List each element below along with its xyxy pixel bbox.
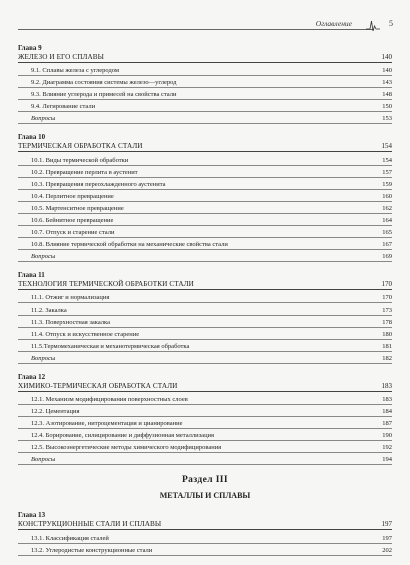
part-subtitle: МЕТАЛЛЫ И СПЛАВЫ: [159, 491, 251, 501]
entry-page-number: 194: [382, 456, 392, 464]
toc-entry[interactable]: [18, 544, 392, 556]
toc-entry[interactable]: [18, 429, 392, 441]
entry-title: Вопросы: [31, 456, 56, 464]
page-number: 5: [389, 19, 393, 28]
entry-page-number: 153: [382, 115, 392, 123]
chapter-label: Глава 10: [18, 133, 46, 142]
toc-entry[interactable]: [18, 64, 392, 76]
entry-title: 10.3. Превращения переохлажденного аустенита: [31, 180, 166, 188]
chapter: [18, 271, 392, 364]
toc-entry[interactable]: [18, 178, 392, 190]
entry-page-number: 192: [382, 444, 392, 452]
entry-page-number: 187: [382, 420, 392, 428]
toc-entry[interactable]: [18, 238, 392, 250]
chapter-title-row[interactable]: [18, 141, 392, 152]
entry-page-number: 154: [382, 156, 392, 164]
entry-title: 10.4. Перлитное превращение: [31, 192, 114, 200]
toc-entry[interactable]: [18, 214, 392, 226]
entry-page-number: 184: [382, 408, 392, 416]
questions-entry[interactable]: [18, 352, 392, 364]
entry-title: 10.6. Бейнитное превращение: [31, 217, 114, 225]
entry-page-number: 197: [382, 534, 392, 542]
entry-page-number: 169: [382, 253, 392, 261]
toc-entry[interactable]: [18, 441, 392, 453]
entry-title: 9.2. Диаграмма состояния системы железо—углерод: [31, 79, 177, 87]
toc-bottom: [18, 511, 392, 555]
toc-entry[interactable]: [18, 393, 392, 405]
chapter-title: ЖЕЛЕЗО И ЕГО СПЛАВЫ: [18, 53, 105, 61]
chapter-page-number: 154: [381, 142, 392, 151]
toc-top: [18, 44, 392, 465]
entry-page-number: 140: [382, 67, 392, 75]
chapter-label: Глава 13: [18, 511, 46, 520]
entry-page-number: 178: [382, 318, 392, 326]
chapter-page-number: 140: [381, 53, 392, 61]
chapter-title-row[interactable]: [18, 52, 392, 63]
entry-page-number: 148: [382, 91, 392, 99]
entry-page-number: 173: [382, 306, 392, 314]
entry-page-number: 164: [382, 217, 392, 225]
entry-title: 11.4. Отпуск и искусственное старение: [31, 330, 140, 338]
entry-page-number: 165: [382, 229, 392, 237]
entry-page-number: 143: [382, 79, 392, 87]
table-of-contents: [18, 44, 392, 565]
toc-entry[interactable]: [18, 328, 392, 340]
entry-title: 11.3. Поверхностная закалка: [31, 318, 110, 326]
entry-title: Вопросы: [31, 115, 56, 123]
entry-title: 10.8. Влияние термической обработки на механические свойства стали: [31, 241, 228, 249]
header-rule: [18, 29, 374, 30]
entry-title: 12.5. Высокоэнергетические методы химического модифицирования: [31, 444, 222, 452]
entry-page-number: 181: [382, 342, 392, 350]
running-header: [0, 18, 410, 32]
entry-title: 11.2. Закалка: [31, 306, 67, 314]
toc-entry[interactable]: [18, 190, 392, 202]
chapter: [18, 44, 392, 124]
entry-title: Вопросы: [31, 354, 56, 362]
chapter: [18, 133, 392, 262]
chapter-title-row[interactable]: [18, 519, 392, 530]
running-header-title: Оглавление: [315, 19, 352, 28]
entry-page-number: 167: [382, 241, 392, 249]
chapter-label: Глава 11: [18, 271, 45, 280]
chapter: [18, 373, 392, 466]
entry-page-number: 160: [382, 192, 392, 200]
entry-title: 12.2. Цементация: [31, 408, 80, 416]
toc-entry[interactable]: [18, 303, 392, 315]
toc-entry[interactable]: [18, 340, 392, 352]
toc-entry[interactable]: [18, 153, 392, 165]
entry-title: 12.1. Механизм модифицирования поверхностных слоев: [31, 395, 188, 403]
entry-title: 12.3. Азотирование, нитроцементация и цианирование: [31, 420, 183, 428]
chapter-label: Глава 9: [18, 44, 42, 52]
toc-entry[interactable]: [18, 291, 392, 303]
entry-title: 13.1. Классификация сталей: [31, 534, 109, 542]
questions-entry[interactable]: [18, 250, 392, 262]
entry-title: 9.4. Легирование стали: [31, 103, 96, 111]
questions-entry[interactable]: [18, 453, 392, 465]
toc-entry[interactable]: [18, 76, 392, 88]
entry-title: 11.5.Термомеханическая и механотермическая обработка: [31, 342, 190, 350]
entry-title: 9.1. Сплавы железа с углеродом: [31, 67, 120, 75]
entry-title: 11.1. Отжиг и нормализация: [31, 294, 110, 302]
toc-entry[interactable]: [18, 88, 392, 100]
questions-entry[interactable]: [18, 112, 392, 124]
entry-page-number: 170: [382, 294, 392, 302]
toc-entry[interactable]: [18, 226, 392, 238]
chapter-title-row[interactable]: [18, 381, 392, 392]
toc-entry[interactable]: [18, 202, 392, 214]
chapter-page-number: 170: [381, 280, 392, 289]
toc-entry[interactable]: [18, 417, 392, 429]
toc-entry[interactable]: [18, 100, 392, 112]
chapter: [18, 511, 392, 555]
chapter-page-number: 197: [381, 520, 392, 529]
entry-title: 10.5. Мартенситное превращение: [31, 204, 124, 212]
chapter-title: ТЕХНОЛОГИЯ ТЕРМИЧЕСКОЙ ОБРАБОТКИ СТАЛИ: [18, 280, 194, 289]
chapter-title: ТЕРМИЧЕСКАЯ ОБРАБОТКА СТАЛИ: [18, 142, 143, 151]
part-heading: [18, 474, 392, 501]
toc-entry[interactable]: [18, 405, 392, 417]
toc-entry[interactable]: [18, 316, 392, 328]
entry-title: 10.2. Превращение перлита в аустенит: [31, 168, 138, 176]
entry-title: 12.4. Борирование, силицирование и диффузионная металлизация: [31, 432, 215, 440]
toc-entry[interactable]: [18, 531, 392, 543]
entry-page-number: 182: [382, 354, 392, 362]
entry-page-number: 183: [382, 395, 392, 403]
entry-page-number: 162: [382, 204, 392, 212]
heartbeat-pulse-icon: [366, 18, 380, 32]
toc-entry[interactable]: [18, 166, 392, 178]
entry-page-number: 202: [382, 546, 392, 554]
entry-title: 10.1. Виды термической обработки: [31, 156, 129, 164]
entry-page-number: 157: [382, 168, 392, 176]
entry-page-number: 190: [382, 432, 392, 440]
entry-title: 10.7. Отпуск и старение стали: [31, 229, 115, 237]
entry-title: 13.2. Углеродистые конструкционные стали: [31, 546, 153, 554]
chapter-title-row[interactable]: [18, 279, 392, 290]
chapter-page-number: 183: [381, 381, 392, 390]
entry-title: 9.3. Влияние углерода и примесей на свойства стали: [31, 91, 177, 99]
chapter-label: Глава 12: [18, 372, 46, 381]
chapter-title: КОНСТРУКЦИОННЫЕ СТАЛИ И СПЛАВЫ: [18, 520, 162, 529]
chapter-title: ХИМИКО-ТЕРМИЧЕСКАЯ ОБРАБОТКА СТАЛИ: [18, 381, 178, 390]
entry-page-number: 159: [382, 180, 392, 188]
part-title: Раздел III: [181, 475, 229, 486]
entry-page-number: 180: [382, 330, 392, 338]
entry-page-number: 150: [382, 103, 392, 111]
entry-title: Вопросы: [31, 253, 56, 261]
